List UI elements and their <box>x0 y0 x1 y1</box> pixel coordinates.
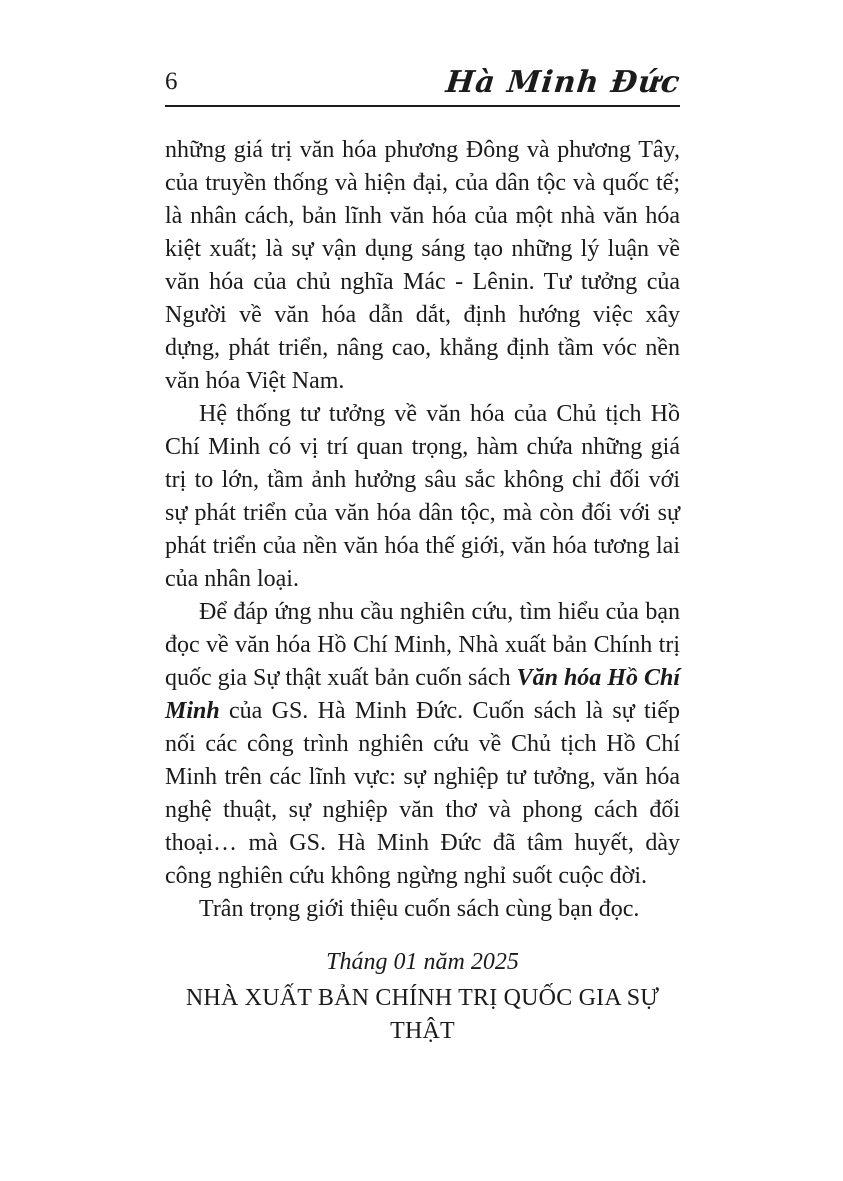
paragraph-3 <box>165 596 680 893</box>
header-rule <box>165 105 680 107</box>
page-number: 6 <box>165 68 178 95</box>
paragraph-2: Hệ thống tư tưởng về văn hóa của Chủ tịch Hồ Chí Minh có vị trí quan trọng, hàm chứa những giá trị to lớn, tầm ảnh hưởng sâu sắc không chỉ đối với sự phát triển của văn hóa dân tộc, mà còn đối với sự phát triển của nền văn hóa thế giới, văn hóa tương lai của nhân loại. <box>165 401 680 592</box>
page-body <box>165 134 680 1048</box>
page-header <box>165 65 682 100</box>
paragraph-1: những giá trị văn hóa phương Đông và phương Tây, của truyền thống và hiện đại, của dân tộc và quốc tế; là nhân cách, bản lĩnh văn hóa của một nhà văn hóa kiệt xuất; là sự vận dụng sáng tạo những lý luận về văn hóa của chủ nghĩa Mác - Lênin. Tư tưởng của Người về văn hóa dẫn dắt, định hướng việc xây dựng, phát triển, nâng cao, khẳng định tầm vóc nền văn hóa Việt Nam. <box>165 137 680 394</box>
paragraph-4: Trân trọng giới thiệu cuốn sách cùng bạn đọc. <box>199 896 640 922</box>
paragraph-3-text-after: của GS. Hà Minh Đức. Cuốn sách là sự tiếp nối các công trình nghiên cứu về Chủ tịch Hồ Chí Minh trên các lĩnh vực: sự nghiệp tư tưởng, văn hóa nghệ thuật, sự nghiệp văn thơ và phong cách đối thoại… mà GS. Hà Minh Đức đã tâm huyết, dày công nghiên cứu không ngừng nghỉ suốt cuộc đời. <box>165 698 680 889</box>
book-title: Văn hóa Hồ Chí Minh <box>165 665 680 724</box>
author-name: Hà Minh Đức <box>444 65 682 100</box>
paragraph-3-text-before: Để đáp ứng nhu cầu nghiên cứu, tìm hiểu của bạn đọc về văn hóa Hồ Chí Minh, Nhà xuất bản Chính trị quốc gia Sự thật xuất bản cuốn sách <box>165 599 680 691</box>
publisher-line: NHÀ XUẤT BẢN CHÍNH TRỊ QUỐC GIA SỰ THẬT <box>185 985 660 1044</box>
date-line: Tháng 01 năm 2025 <box>326 949 519 975</box>
